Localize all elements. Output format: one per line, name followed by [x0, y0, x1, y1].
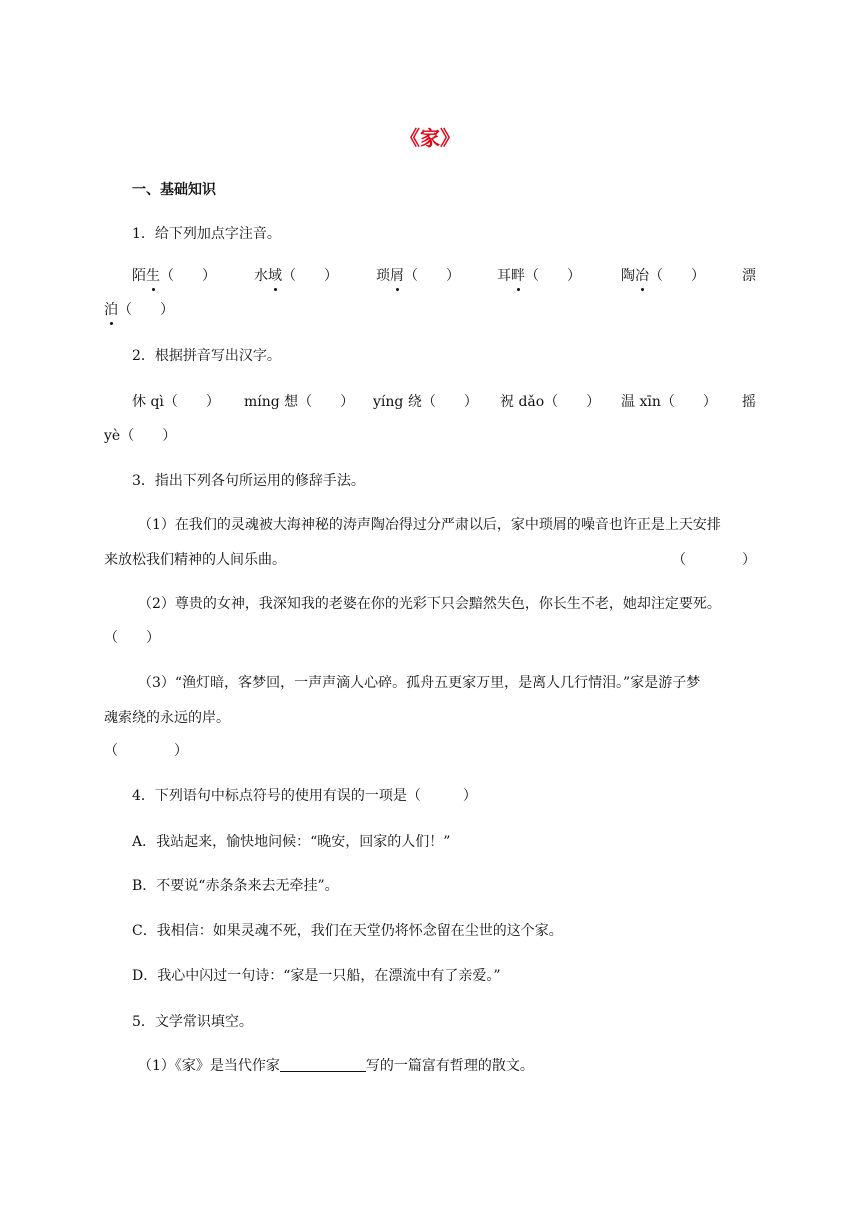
q3-answer-2: （ ）	[104, 630, 160, 646]
q4-option-c: C．我相信：如果灵魂不死，我们在天堂仍将怀念留在尘世的这个家。	[132, 923, 563, 939]
q4-option-d: D．我心中闪过一句诗：“家是一只船，在漂流中有了亲爱。”	[132, 968, 501, 984]
q3-sentence-1-line-1: （1）在我们的灵魂被大海神秘的涛声陶冶得过分严肃以后，家中琐屑的噪音也许正是上天安排	[138, 517, 721, 533]
q2-item: 摇	[742, 394, 756, 410]
fill-in-blank[interactable]	[280, 1057, 366, 1072]
q2-items-row	[0, 392, 860, 414]
section-heading: 一、基础知识	[132, 182, 216, 198]
q1-item: 水域（ ）	[254, 268, 338, 284]
q3-sentence-2: （2）尊贵的女神，我深知我的老婆在你的光彩下只会黯然失色，你长生不老，她却注定要死。	[138, 596, 721, 612]
q4-prompt: 4．下列语句中标点符号的使用有误的一项是（ ）	[132, 788, 477, 804]
q1-item: 琐屑（ ）	[376, 268, 460, 284]
q2-item-wrap: yè（ ）	[104, 428, 177, 444]
q2-item: 休 qì（ ）	[132, 394, 220, 410]
q1-item-wrap: 泊（ ）	[104, 302, 174, 318]
q4-option-a: A．我站起来，愉快地问候：“晚安，回家的人们！”	[132, 834, 451, 850]
q2-item: yíng 绕（ ）	[373, 394, 478, 410]
q1-items-row	[0, 266, 860, 288]
q3-answer-1: （ ）	[672, 552, 756, 568]
q3-answer-3: （ ）	[104, 743, 188, 759]
q5-prompt: 5．文学常识填空。	[132, 1014, 253, 1030]
document-title: 《家》	[400, 126, 460, 150]
q1-item: 耳畔（ ）	[497, 268, 581, 284]
q2-item: 温 xīn（ ）	[621, 394, 717, 410]
q3-sentence-3-line-2: 魂索绕的永远的岸。	[104, 710, 230, 726]
q3-sentence-3-line-1: （3）“渔灯暗，客梦回，一声声滴人心碎。孤舟五更家万里，是离人几行情泪。”家是游子梦	[138, 675, 701, 691]
q2-item: míng 想（ ）	[244, 394, 355, 410]
q2-prompt: 2．根据拼音写出汉字。	[132, 348, 281, 364]
q1-prompt: 1．给下列加点字注音。	[132, 226, 281, 242]
q3-sentence-1-line-2: 来放松我们精神的人间乐曲。	[104, 552, 286, 568]
q1-item: 陌生（ ）	[132, 268, 216, 284]
q1-item: 陶冶（ ）	[621, 268, 705, 284]
q3-prompt: 3．指出下列各句所运用的修辞手法。	[132, 473, 365, 489]
q1-item: 漂	[742, 268, 756, 284]
q2-item: 祝 dǎo（ ）	[500, 394, 601, 410]
q5-sentence-1: （1）《家》是当代作家 写的一篇富有哲理的散文。	[138, 1058, 534, 1074]
q4-option-b: B．不要说“赤条条来去无牵挂”。	[132, 878, 339, 894]
